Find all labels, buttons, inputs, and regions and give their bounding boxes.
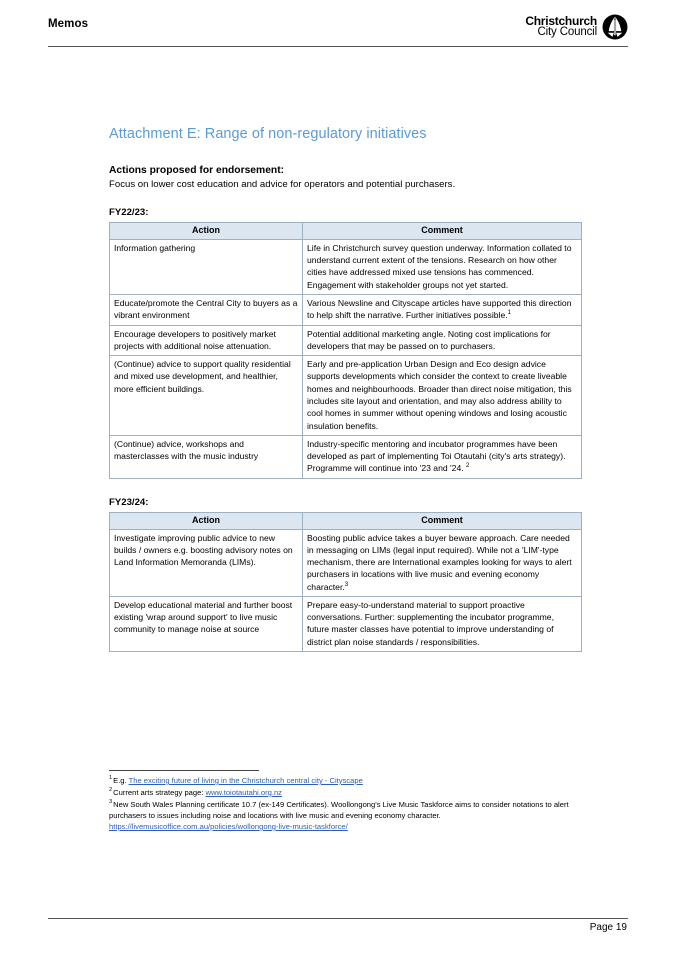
footnote-3 bbox=[109, 799, 599, 832]
footnote-separator bbox=[109, 770, 259, 771]
document-content bbox=[109, 126, 609, 670]
section-subtext: Focus on lower cost education and advice for operators and potential purchasers. bbox=[109, 179, 456, 190]
cell-action: (Continue) advice to support quality residential and mixed use development, and healthier, more efficient buildings. bbox=[110, 356, 303, 436]
footnote-1-marker: 1 bbox=[109, 775, 113, 782]
footnote-2-link[interactable]: www.toiotautahi.org.nz bbox=[205, 788, 282, 797]
footnote-3-prefix: New South Wales Planning certificate 10.7 (ex-149 Certificates). Woollongong's Live Music Taskforce aims to consider notations to alert purchasers to issues including noise and locations with live music and evening economy character. bbox=[109, 800, 569, 820]
cell-comment bbox=[303, 239, 582, 294]
column-header-comment: Comment bbox=[303, 223, 582, 240]
cell-comment-text: Boosting public advice takes a buyer beware approach. Care needed in messaging on LIMs (legal input required). While not a 'LIM'-type mechanism, there are International examples looking for ways to alert purchasers in locations with live music and evening economy character. bbox=[307, 532, 572, 592]
cell-action: Investigate improving public advice to new builds / owners e.g. boosting advisory notes on Land Information Memoranda (LIMs). bbox=[110, 529, 303, 596]
table-row bbox=[110, 239, 582, 294]
cell-comment bbox=[303, 325, 582, 356]
footnote-1 bbox=[109, 775, 599, 786]
table-row bbox=[110, 435, 582, 478]
cell-action: Educate/promote the Central City to buyers as a vibrant environment bbox=[110, 294, 303, 325]
table-row bbox=[110, 294, 582, 325]
table-row bbox=[110, 529, 582, 596]
cell-comment bbox=[303, 435, 582, 478]
table-row bbox=[110, 596, 582, 651]
christchurch-city-council-logo-icon bbox=[602, 14, 628, 40]
footnote-marker: 1 bbox=[507, 310, 511, 317]
footer-divider bbox=[48, 918, 628, 919]
cell-action: Information gathering bbox=[110, 239, 303, 294]
memo-label: Memos bbox=[48, 18, 89, 30]
council-logo bbox=[525, 14, 628, 40]
column-header-action: Action bbox=[110, 512, 303, 529]
fy-label-2324: FY23/24: bbox=[109, 496, 149, 508]
table-row bbox=[110, 325, 582, 356]
cell-action: Encourage developers to positively market projects with additional noise attenuation. bbox=[110, 325, 303, 356]
table-header-row bbox=[110, 223, 582, 240]
cell-comment-text: Potential additional marketing angle. Noting cost implications for developers that may be passed on to purchasers. bbox=[307, 328, 551, 351]
cell-comment bbox=[303, 529, 582, 596]
footnote-1-link[interactable]: The exciting future of living in the Christchurch central city - Cityscape bbox=[128, 776, 363, 785]
council-logo-line2: City Council bbox=[537, 26, 597, 39]
section-heading: Actions proposed for endorsement: bbox=[109, 165, 285, 176]
page-number: Page 19 bbox=[589, 922, 627, 933]
cell-comment-text: Various Newsline and Cityscape articles have supported this direction to help shift the narrative. Further initiatives possible. bbox=[307, 297, 572, 321]
footnote-1-prefix: E.g. bbox=[113, 776, 129, 785]
initiatives-table-fy2324 bbox=[109, 512, 582, 652]
cell-comment-text: Prepare easy-to-understand material to support proactive conversations. Further: supplementing the incubator programme, future master classes have potential to improve understanding of district plan noise standards / responsibilities. bbox=[307, 599, 554, 647]
footnote-3-marker: 3 bbox=[109, 799, 113, 806]
header-divider bbox=[48, 46, 628, 47]
cell-comment bbox=[303, 596, 582, 651]
cell-comment bbox=[303, 294, 582, 325]
column-header-action: Action bbox=[110, 223, 303, 240]
initiatives-table-fy2223 bbox=[109, 222, 582, 479]
fy-label-2223: FY22/23: bbox=[109, 207, 149, 218]
table-row bbox=[110, 356, 582, 436]
footnote-marker: 2 bbox=[466, 463, 470, 470]
table-header-row bbox=[110, 512, 582, 529]
cell-comment bbox=[303, 356, 582, 436]
footnote-2 bbox=[109, 787, 599, 798]
footnote-marker: 3 bbox=[344, 581, 349, 588]
council-logo-text bbox=[525, 15, 597, 39]
cell-comment-text: Life in Christchurch survey question underway. Information collated to understand current extent of the tensions. Research on how other cities have addressed mixed use tensions has commenced. Engagement with stakeholder groups not yet started. bbox=[307, 242, 572, 290]
cell-comment-text: Early and pre-application Urban Design and Eco design advice supports developments which consider the context to create liveable homes and neighbourhoods. Broader than direct noise mitigation, this includes site layout and orientation, and may also address ability to cool homes in summer without opening windows and losing acoustic insulation benefits. bbox=[307, 359, 572, 431]
footnote-3-link[interactable]: https://livemusicoffice.com.au/policies/wollongong-live-music-taskforce/ bbox=[109, 822, 348, 831]
footnotes-section bbox=[109, 770, 599, 833]
cell-action: Develop educational material and further boost existing 'wrap around support' to live music community to manage noise at source bbox=[110, 596, 303, 651]
council-logo-line1: Christchurch bbox=[525, 13, 597, 28]
column-header-comment: Comment bbox=[303, 512, 582, 529]
footnote-2-prefix: Current arts strategy page: bbox=[113, 788, 206, 797]
footnote-2-marker: 2 bbox=[109, 787, 113, 794]
cell-comment-text: Industry-specific mentoring and incubator programmes have been developed as part of implementing Toi Otautahi (city's arts strategy). Programme will continue into '23 and '24. bbox=[307, 438, 566, 474]
cell-action: (Continue) advice, workshops and masterclasses with the music industry bbox=[110, 435, 303, 478]
page-title: Attachment E: Range of non-regulatory initiatives bbox=[109, 126, 427, 142]
